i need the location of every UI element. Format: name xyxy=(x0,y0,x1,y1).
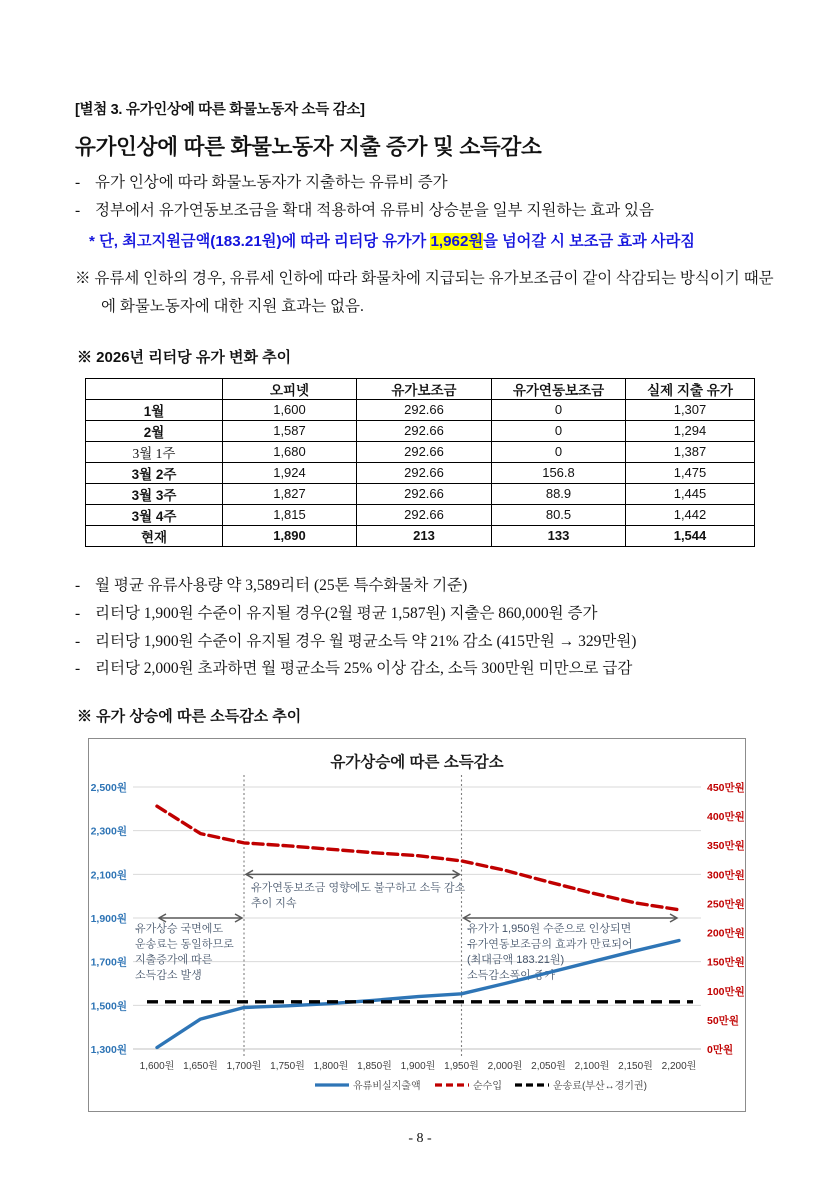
left-axis xyxy=(91,781,127,1056)
table-cell: 213 xyxy=(357,525,492,546)
left-axis-tick: 2,500원 xyxy=(90,782,127,795)
bullet-text: 정부에서 유가연동보조금을 확대 적용하여 유류비 상승분을 일부 지원하는 효과 있음 xyxy=(95,201,654,219)
row-label: 2월 xyxy=(86,420,223,441)
table-row xyxy=(86,441,755,462)
chart-canvas xyxy=(89,739,745,1111)
reference-marker: ※ xyxy=(75,269,91,287)
bullet-text: 리터당 2,000원 초과하면 월 평균소득 25% 이상 감소, 소득 300만원 미만으로 급감 xyxy=(95,660,633,678)
bullet-item xyxy=(75,633,765,651)
highlighted-price: 1,962원 xyxy=(430,232,484,250)
annotation-line: 추이 지속 xyxy=(251,897,297,910)
x-axis-tick: 1,650원 xyxy=(183,1061,218,1073)
note-prefix: * 단, 최고지원금액(183.21원)에 따라 리터당 유가가 xyxy=(89,232,431,250)
page-title: 유가인상에 따른 화물노동자 지출 증가 및 소득감소 xyxy=(75,135,542,159)
table-cell: 133 xyxy=(492,525,626,546)
annotation-line: 소득감소폭이 증가 xyxy=(467,969,556,982)
x-axis xyxy=(140,1059,697,1072)
annotation-line: 유가연동보조금 영향에도 불구하고 소득 감소 xyxy=(251,882,466,895)
bullet-marker: - xyxy=(75,632,81,650)
table-row xyxy=(86,483,755,504)
table-cell: 1,307 xyxy=(626,399,755,420)
table-cell: 292.66 xyxy=(357,441,492,462)
table-section-title: ※ 2026년 리터당 유가 변화 추이 xyxy=(77,348,292,366)
bullet-marker: - xyxy=(75,201,81,219)
table-cell: 292.66 xyxy=(357,462,492,483)
table-cell: 1,890 xyxy=(223,525,357,546)
annotation-line: 유가연동보조금의 효과가 만료되어 xyxy=(467,938,633,951)
column-header: 실제 지출 유가 xyxy=(626,378,755,399)
x-axis-tick: 2,100원 xyxy=(574,1061,610,1073)
x-axis-tick: 1,900원 xyxy=(400,1061,436,1073)
right-axis-tick: 200만원 xyxy=(707,927,745,940)
table-cell: 1,600 xyxy=(223,399,357,420)
legend-label: 운송료(부산↔경기권) xyxy=(553,1081,647,1093)
annotation-line: (최대금액 183.21원) xyxy=(467,954,565,967)
row-label: 3월 1주 xyxy=(86,441,223,462)
bullet-item xyxy=(75,605,765,623)
legend-label: 유류비실지출액 xyxy=(353,1081,421,1093)
column-header xyxy=(86,378,223,399)
table-row xyxy=(86,399,755,420)
intro-bullet-list xyxy=(75,174,765,220)
right-axis xyxy=(707,781,745,1056)
table-cell: 80.5 xyxy=(492,504,626,525)
income-decline-chart xyxy=(88,738,746,1112)
right-axis-tick: 0만원 xyxy=(707,1044,734,1057)
bullet-marker: - xyxy=(75,660,81,678)
row-label: 3월 3주 xyxy=(86,483,223,504)
x-axis-tick: 1,750원 xyxy=(270,1061,305,1073)
row-label: 현재 xyxy=(86,525,223,546)
row-label: 3월 2주 xyxy=(86,462,223,483)
table-cell: 1,815 xyxy=(223,504,357,525)
x-axis-tick: 2,150원 xyxy=(618,1061,653,1073)
table-cell: 292.66 xyxy=(357,399,492,420)
bullet-text: 유가 인상에 따라 화물노동자가 지출하는 유류비 증가 xyxy=(95,174,448,191)
x-axis-tick: 1,850원 xyxy=(357,1061,392,1073)
right-axis-tick: 400만원 xyxy=(707,811,745,824)
table-cell: 1,544 xyxy=(626,525,755,546)
x-axis-tick: 2,200원 xyxy=(661,1061,697,1073)
x-axis-tick: 1,800원 xyxy=(313,1061,349,1073)
table-cell: 1,294 xyxy=(626,420,755,441)
left-axis-tick: 1,700원 xyxy=(90,956,127,969)
table-cell: 1,475 xyxy=(626,462,755,483)
table-cell: 292.66 xyxy=(357,504,492,525)
bullet-text: 리터당 1,900원 수준이 유지될 경우(2월 평균 1,587원) 지출은 860,000원 증가 xyxy=(95,604,598,622)
right-axis-tick: 350만원 xyxy=(707,840,745,853)
findings-bullet-list xyxy=(75,577,765,678)
table-row xyxy=(86,504,755,525)
table-cell: 1,924 xyxy=(223,462,357,483)
table-cell: 1,680 xyxy=(223,441,357,462)
right-axis-tick: 150만원 xyxy=(707,956,745,969)
right-axis-tick: 100만원 xyxy=(707,985,745,998)
fuel-tax-note xyxy=(75,265,775,322)
bullet-item xyxy=(75,577,765,595)
series-fuel-cost-line xyxy=(157,941,679,1048)
column-header: 유가보조금 xyxy=(357,378,492,399)
table-cell: 292.66 xyxy=(357,483,492,504)
x-axis-tick: 1,700원 xyxy=(226,1061,262,1073)
annotation-line: 운송료는 동일하므로 xyxy=(135,938,234,951)
table-cell: 1,442 xyxy=(626,504,755,525)
column-header: 오피넷 xyxy=(223,378,357,399)
x-axis-tick: 2,050원 xyxy=(531,1061,566,1073)
table-cell: 88.9 xyxy=(492,483,626,504)
fuel-price-table xyxy=(85,378,755,547)
bullet-item xyxy=(75,174,765,192)
table-cell: 0 xyxy=(492,420,626,441)
table-cell: 1,587 xyxy=(223,420,357,441)
bullet-item xyxy=(75,660,765,678)
annotation xyxy=(135,921,234,982)
x-axis-tick: 1,600원 xyxy=(139,1061,175,1073)
annotation-line: 유가상승 국면에도 xyxy=(135,923,224,936)
table-cell: 0 xyxy=(492,441,626,462)
left-axis-tick: 1,300원 xyxy=(90,1044,127,1057)
annotation-line: 소득감소 발생 xyxy=(135,969,202,982)
bullet-text: 월 평균 유류사용량 약 3,589리터 (25톤 특수화물차 기준) xyxy=(95,576,468,594)
bullet-item xyxy=(75,202,765,220)
table-row xyxy=(86,462,755,483)
right-axis-tick: 450만원 xyxy=(707,782,745,795)
left-axis-tick: 1,900원 xyxy=(90,913,127,926)
row-label: 1월 xyxy=(86,399,223,420)
bullet-marker: - xyxy=(75,604,81,622)
annotation xyxy=(251,880,465,910)
table-cell: 1,827 xyxy=(223,483,357,504)
bullet-text: 리터당 1,900원 수준이 유지될 경우 월 평균소득 약 21% 감소 (415만원 → 329만원) xyxy=(95,632,637,650)
series-net-income-line xyxy=(157,806,679,910)
subsidy-limit-note xyxy=(89,230,765,251)
left-axis-tick: 2,100원 xyxy=(90,869,127,882)
right-axis-tick: 250만원 xyxy=(707,898,745,911)
row-label: 3월 4주 xyxy=(86,504,223,525)
vline xyxy=(244,775,462,1057)
table-cell: 156.8 xyxy=(492,462,626,483)
right-axis-tick: 300만원 xyxy=(707,869,745,882)
table-cell: 1,445 xyxy=(626,483,755,504)
x-axis-tick: 2,000원 xyxy=(487,1061,523,1073)
chart-section-title: ※ 유가 상승에 따른 소득감소 추이 xyxy=(77,708,302,726)
column-header: 유가연동보조금 xyxy=(492,378,626,399)
table-header-row xyxy=(86,378,755,399)
attachment-tagline: [별첨 3. 유가인상에 따른 화물노동자 소득 감소] xyxy=(75,102,365,118)
annotation-line: 유가가 1,950원 수준으로 인상되면 xyxy=(467,923,632,936)
fuel-tax-note-text: 유류세 인하의 경우, 유류세 인하에 따라 화물차에 지급되는 유가보조금이 같이 삭감되는 방식이기 때문에 화물노동자에 대한 지원 효과는 없음. xyxy=(94,269,774,316)
table-cell: 0 xyxy=(492,399,626,420)
left-axis-tick: 2,300원 xyxy=(90,825,127,838)
annotation-line: 지출증가에 따른 xyxy=(135,954,213,967)
chart-title: 유가상승에 따른 소득감소 xyxy=(330,754,504,772)
table-cell: 292.66 xyxy=(357,420,492,441)
page-number: - 8 - xyxy=(408,1131,432,1147)
bullet-marker: - xyxy=(75,576,81,594)
table-row xyxy=(86,420,755,441)
table-cell: 1,387 xyxy=(626,441,755,462)
right-axis-tick: 50만원 xyxy=(707,1015,739,1028)
table-row xyxy=(86,525,755,546)
chart-legend xyxy=(315,1079,647,1092)
bullet-marker: - xyxy=(75,174,81,191)
legend-label: 순수입 xyxy=(473,1081,502,1093)
note-suffix: 을 넘어갈 시 보조금 효과 사라짐 xyxy=(483,232,695,250)
x-axis-tick: 1,950원 xyxy=(444,1061,479,1073)
left-axis-tick: 1,500원 xyxy=(90,1000,127,1013)
